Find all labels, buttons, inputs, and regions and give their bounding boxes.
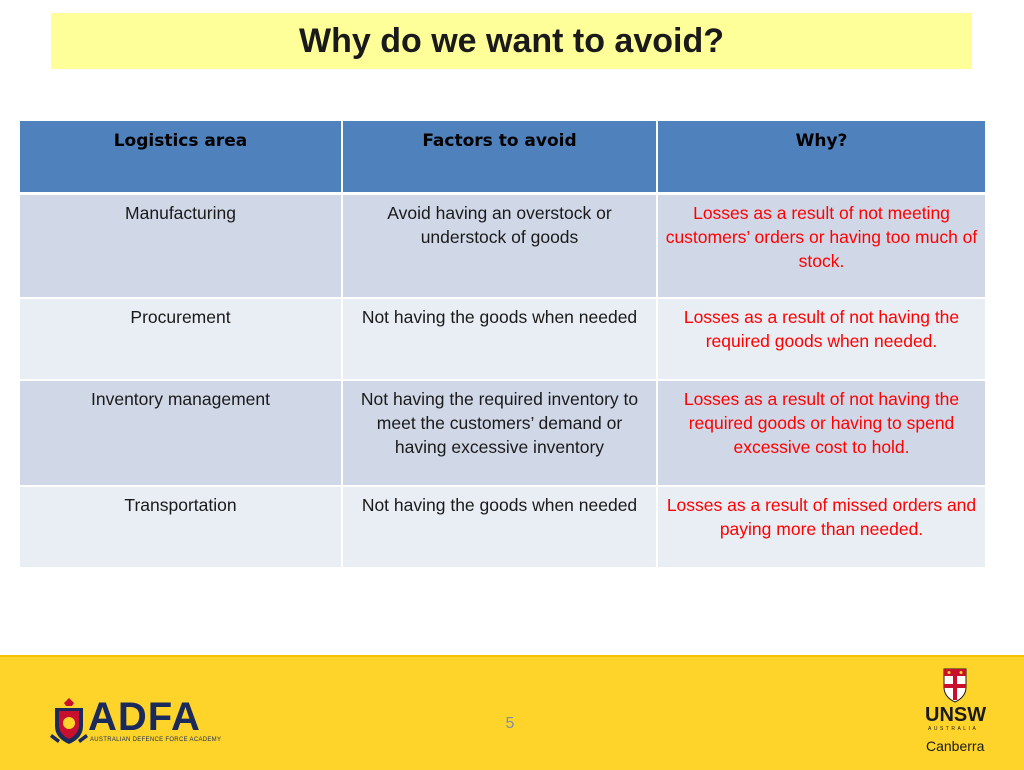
cell-factor: Not having the goods when needed bbox=[342, 298, 657, 380]
cell-area: Transportation bbox=[20, 486, 342, 568]
header-logistics-area: Logistics area bbox=[20, 121, 342, 193]
table-row bbox=[20, 193, 985, 298]
cell-why: Losses as a result of not meeting customers’ orders or having too much of stock. bbox=[657, 193, 985, 298]
unsw-crest-icon bbox=[942, 667, 968, 703]
unsw-logo bbox=[920, 667, 992, 759]
cell-factor: Avoid having an overstock or understock of goods bbox=[342, 193, 657, 298]
footer-band bbox=[0, 655, 1024, 770]
table-header-row bbox=[20, 121, 985, 193]
cell-area: Procurement bbox=[20, 298, 342, 380]
header-why: Why? bbox=[657, 121, 985, 193]
title-banner bbox=[51, 13, 972, 69]
table-row bbox=[20, 380, 985, 486]
cell-why: Losses as a result of not having the required goods when needed. bbox=[657, 298, 985, 380]
adfa-logo bbox=[50, 695, 222, 748]
page-number: 5 bbox=[505, 715, 515, 732]
cell-why: Losses as a result of missed orders and paying more than needed. bbox=[657, 486, 985, 568]
cell-area: Inventory management bbox=[20, 380, 342, 486]
adfa-wordmark: ADFA bbox=[88, 695, 201, 739]
adfa-subtitle: AUSTRALIAN DEFENCE FORCE ACADEMY bbox=[90, 737, 222, 743]
unsw-campus: Canberra bbox=[926, 738, 985, 754]
unsw-subtitle: AUSTRALIA bbox=[928, 726, 979, 732]
slide-title: Why do we want to avoid? bbox=[299, 21, 724, 60]
unsw-wordmark: UNSW bbox=[925, 704, 987, 726]
table-row bbox=[20, 486, 985, 568]
header-factors-to-avoid: Factors to avoid bbox=[342, 121, 657, 193]
cell-why: Losses as a result of not having the required goods or having to spend excessive cost to hold. bbox=[657, 380, 985, 486]
cell-factor: Not having the required inventory to meet the customers’ demand or having excessive inventory bbox=[342, 380, 657, 486]
table-row bbox=[20, 298, 985, 380]
cell-factor: Not having the goods when needed bbox=[342, 486, 657, 568]
cell-area: Manufacturing bbox=[20, 193, 342, 298]
logistics-table bbox=[20, 121, 985, 569]
adfa-crest-icon bbox=[50, 696, 88, 746]
